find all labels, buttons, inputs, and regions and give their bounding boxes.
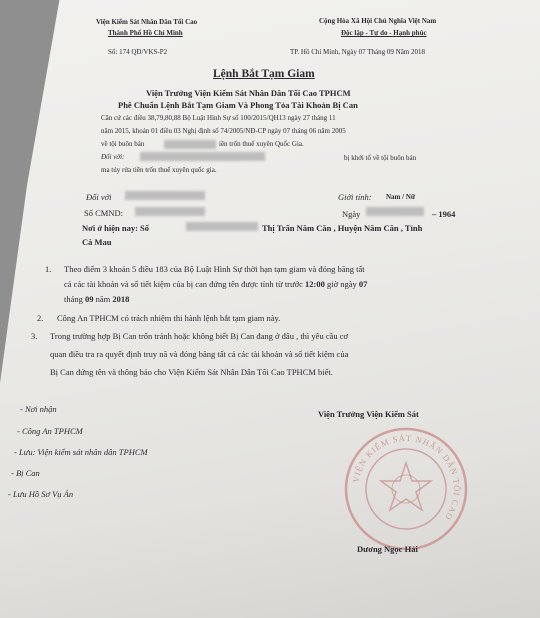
recipient-1: - Công An TPHCM	[17, 426, 83, 436]
redacted-dob	[366, 207, 424, 216]
accused-text-2: ma túy rửa tiền trốn thuế xuyên quốc gia.	[101, 166, 217, 174]
item-3-line-3: Bị Can đứng tên và thông báo cho Viện Kiểm Sát Nhân Dân Tối Cao TPHCM biết.	[50, 367, 333, 377]
gender-value: Nam / Nữ	[386, 193, 416, 201]
subtitle-approval: Phê Chuẩn Lệnh Bắt Tạm Giam Và Phong Tỏa Tài Khoản Bị Can	[118, 100, 358, 110]
basis-line-1: Căn cứ các điều 38,79,80,88 Bộ Luật Hình Sự số 100/2015/QH13 ngày 27 tháng 11	[101, 114, 336, 122]
redacted-block	[164, 140, 216, 149]
gender-label: Giới tính:	[338, 192, 372, 202]
item-1-number: 1.	[45, 264, 52, 274]
address-value-2: Cà Mau	[82, 237, 112, 247]
dob-year: – 1964	[432, 209, 456, 219]
item-3-number: 3.	[31, 331, 38, 341]
document-title: Lệnh Bắt Tạm Giam	[213, 68, 315, 80]
signatory-name: Dương Ngọc Hải	[357, 544, 418, 554]
item-1-line-2	[64, 280, 367, 289]
item-3-line-1: Trong trường hợp Bị Can trốn tránh hoặc không biết Bị Can đang ở đâu , thì yêu cầu cơ	[50, 331, 349, 341]
name-label: Đối với	[86, 192, 112, 202]
national-motto: Độc lập - Tự do - Hạnh phúc	[341, 29, 427, 37]
address-label: Nơi ở hiện nay: Số	[82, 223, 150, 233]
agency-name: Viện Kiểm Sát Nhân Dân Tối Cao	[96, 18, 198, 26]
official-seal-icon	[342, 425, 470, 553]
dob-label: Ngày	[342, 209, 361, 219]
basis-line-3b: iền trốn thuế xuyên Quốc Gia.	[219, 140, 304, 148]
month-word: tháng	[64, 294, 83, 304]
recipient-2: - Lưu: Viện kiểm sát nhân dân TPHCM	[14, 447, 148, 457]
redacted-name-field	[125, 191, 205, 200]
basis-line-3: về tội buôn bán	[101, 140, 145, 148]
seal-text: VIỆN KIỂM SÁT NHÂN DÂN TỐI CAO	[350, 432, 463, 523]
redacted-id	[135, 207, 205, 216]
id-label: Số CMND:	[84, 208, 123, 218]
deadline-day: 07	[358, 279, 368, 289]
accused-text: bị khởi tố về tội buôn bán	[344, 154, 417, 162]
subject-label: Đối với:	[101, 153, 125, 161]
basis-line-2: năm 2015, khoản 01 điều 03 Nghị định số 74/2005/NĐ-CP ngày 07 tháng 06 năm 2005	[101, 127, 346, 135]
document-number: Số: 174 QĐ/VKS-P2	[108, 48, 168, 56]
place-and-date: TP. Hồ Chí Minh, Ngày 07 Tháng 09 Năm 2018	[290, 48, 426, 56]
item-1-line-1: Theo điểm 3 khoản 5 điều 183 của Bộ Luật Hình Sự thời hạn tạm giam và đóng băng tất	[64, 264, 365, 274]
item-2-number: 2.	[37, 313, 44, 323]
item-1-hour-text: giờ ngày	[327, 279, 357, 289]
item-3-line-2: quan điều tra ra quyết định truy nã và đóng băng tất cả các tài khoản và sổ tiết kiệm của	[50, 349, 349, 359]
item-1-text: cả các tài khoản và sổ tiết kiệm của bị can đứng tên được tính từ trước	[64, 279, 303, 289]
deadline-month: 09	[85, 294, 94, 304]
item-2-line-1: Công An TPHCM có trách nhiệm thi hành lệnh bắt tạm giam này.	[57, 313, 281, 323]
agency-city: Thành Phố Hồ Chí Minh	[108, 29, 183, 37]
item-1-line-3	[64, 295, 129, 304]
deadline-year: 2018	[112, 294, 130, 304]
deadline-time: 12:00	[305, 279, 325, 289]
recipient-4: - Lưu Hồ Sơ Vụ Án	[8, 489, 74, 499]
subtitle-issuer: Viện Trưởng Viện Kiểm Sát Nhân Dân Tối Cao TPHCM	[146, 88, 351, 98]
year-word: năm	[95, 294, 111, 304]
country-name: Cộng Hòa Xã Hội Chủ Nghĩa Việt Nam	[319, 17, 437, 25]
recipients-heading: - Nơi nhận	[20, 404, 57, 414]
dob-year-value: 1964	[438, 209, 456, 219]
recipient-3: - Bị Can	[11, 468, 40, 478]
signatory-title: Viện Trưởng Viện Kiểm Sát	[318, 409, 419, 419]
redacted-name	[140, 152, 265, 161]
address-value: Thị Trấn Năm Căn , Huyện Năm Căn , Tỉnh	[262, 223, 423, 233]
redacted-address	[186, 222, 258, 231]
